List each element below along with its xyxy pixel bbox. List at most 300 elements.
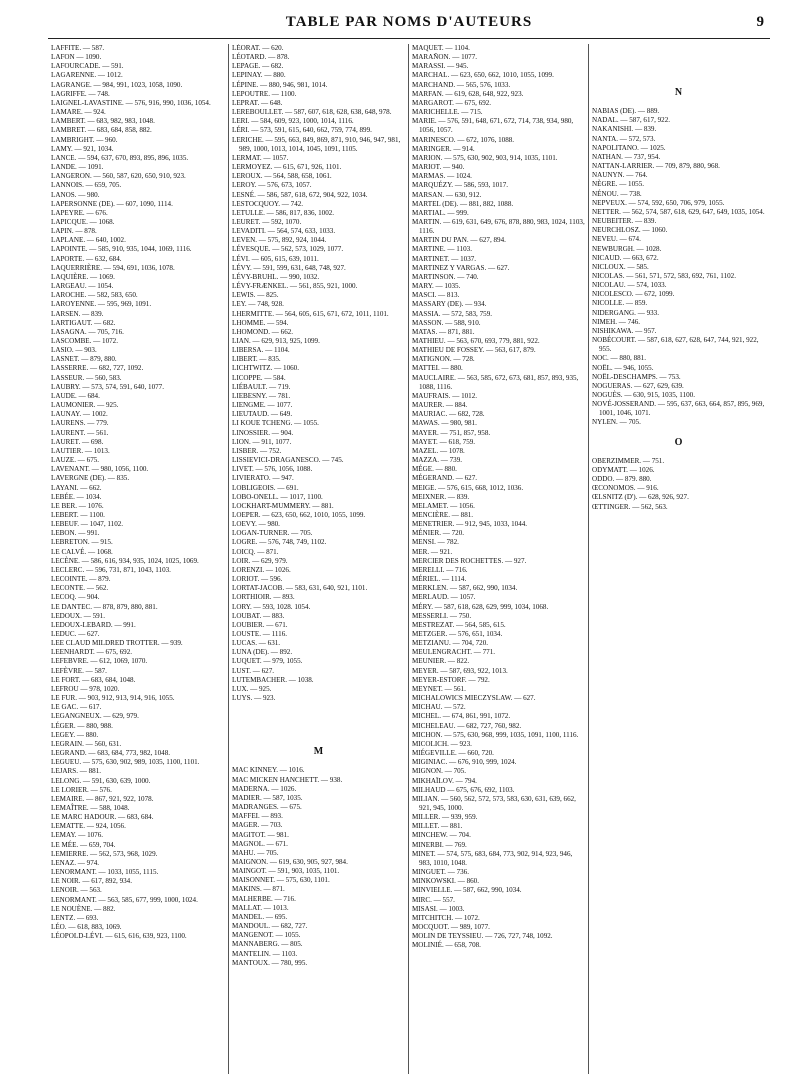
index-entry: MINGUET. — 736. (412, 868, 470, 877)
index-entry: MARSAN. — 630, 912. (412, 190, 482, 199)
index-entry: LÉOTARD. — 878. (232, 53, 290, 62)
index-entry: LUNA (DE). — 892. (232, 648, 293, 657)
index-entry: ODDO. — 879. 880. (592, 475, 652, 484)
index-entry: MERKLEN. — 587, 662, 990, 1034. (412, 584, 518, 593)
index-entry: MENCIÈRE. — 881. (412, 510, 474, 519)
index-entry: LAPICQUE. — 1068. (51, 217, 115, 226)
index-entry: NAKANISHI. — 839. (592, 125, 657, 134)
index-entry: MAC KINNEY. — 1016. (232, 766, 305, 775)
index-entry: NEWBURGH. — 1028. (592, 244, 662, 253)
index-entry: LUQUET. — 979, 1055. (232, 657, 303, 666)
index-entry: LASAGNA. — 705, 716. (51, 327, 124, 336)
index-entry: LOICQ. — 871. (232, 547, 279, 556)
section-gap (232, 703, 405, 737)
index-entry: MAZEL. — 1078. (412, 446, 465, 455)
index-entry: LORENZI. — 1026. (232, 565, 291, 574)
index-entry: LÉO. — 618, 883, 1069. (51, 923, 122, 931)
index-entry: MATHIEU. — 563, 670, 693, 779, 881, 922. (412, 337, 540, 345)
index-entry: LANGERON. — 560, 587, 620, 650, 910, 923. (51, 172, 186, 181)
index-entry: MÉGE. — 880. (412, 465, 457, 474)
index-entry: LOBO-ONELL. — 1017, 1100. (232, 492, 323, 501)
index-entry: MAWAS. — 980, 981. (412, 419, 477, 428)
index-entry: MARTIAL. — 999. (412, 208, 469, 217)
index-entry: LECOINTE. — 879. (51, 575, 111, 584)
index-entry: LENORMANT. — 1033, 1055, 1115. (51, 868, 159, 877)
index-entry: MICHON. — 575, 630, 968, 999, 1035, 1091, 1100, 1116. (412, 730, 579, 739)
index-entry: METZGER. — 576, 651, 1034. (412, 630, 503, 638)
index-entry: MESSERLI. — 750. (412, 611, 472, 620)
index-entry: LANCE. — 594, 637, 670, 893, 895, 896, 1035. (51, 153, 189, 162)
section-letter-heading: M (313, 746, 324, 758)
index-entry: LEPAGE. — 682. (232, 62, 284, 71)
index-entry: MAINGOT. — 591, 903, 1035, 1101. (232, 867, 340, 876)
index-entry: MARY. — 1035. (412, 282, 461, 291)
index-entry: LASSERRE. — 682, 727, 1092. (51, 364, 144, 373)
index-entry: LEY. — 748, 928. (232, 300, 284, 309)
index-entry: MAZZA. — 739. (412, 456, 463, 465)
index-entry: MITCHITCH. — 1072. (412, 913, 480, 922)
index-entry: MARICHELLE. — 715. (412, 108, 483, 117)
index-entry: MATIGNON. — 728. (412, 355, 475, 364)
index-entry: NAPOLITANO. — 1025. (592, 143, 666, 152)
index-entry: MARQUÉZY. — 586, 593, 1017. (412, 181, 509, 190)
index-entry: LEWIS. — 825. (232, 291, 279, 300)
index-entry: MELAMET. — 1056. (412, 501, 475, 510)
index-entry: LEDOUX-LEBARD. — 991. (51, 620, 136, 629)
index-entry: LEVADITI. — 564, 574, 633, 1033. (232, 227, 336, 236)
page-header (48, 14, 770, 36)
index-entry: MIGNON. — 705. (412, 767, 466, 776)
index-entry: LAMBRIGHT. — 960. (51, 135, 118, 144)
index-entry: LERI. — 584, 609, 923, 1000, 1014, 1116. (232, 117, 354, 126)
index-entry: LAPOINTE. — 585, 910, 935, 1044, 1069, 1116. (51, 245, 192, 254)
index-entry: LAFOURCADE. — 591. (51, 62, 124, 71)
index-entry: LANOS. — 980. (51, 190, 100, 199)
index-entry: LAPIN. — 878. (51, 227, 97, 236)
index-entry: MERELLI. — 716. (412, 565, 468, 574)
index-entry: LASSEUR. — 560, 583. (51, 373, 122, 382)
index-entry: LERMOYEZ. — 615, 671, 926, 1101. (232, 163, 342, 172)
index-entry: LEGEY. — 880. (51, 730, 99, 739)
index-entry: MARCHAL. — 623, 650, 662, 1010, 1055, 1099. (412, 71, 554, 80)
index-entry: MER. — 921. (412, 547, 453, 556)
index-entry: LETULLE. — 586, 817, 836, 1002. (232, 208, 335, 217)
index-entry: LAMARE. — 924. (51, 108, 106, 117)
index-entry: LOUSTE. — 1116. (232, 630, 288, 638)
index-entry: LOCKHART-MUMMERY. — 881. (232, 501, 334, 510)
index-entry: NOC. — 880, 881. (592, 354, 646, 363)
index-entry: LEGRAND. — 683, 684, 773, 982, 1048. (51, 749, 171, 758)
index-entry: LAUTIER. — 1013. (51, 446, 110, 455)
index-entry: MANGENOT. — 1055. (232, 931, 301, 940)
index-entry: LORTHIOIR. — 893. (232, 593, 295, 602)
index-entry: LEMATTE. — 924, 1056. (51, 822, 126, 831)
index-entry: MARTIN. — 619, 631, 649, 676, 878, 880, 983, 1024, 1103, 1116. (412, 217, 585, 236)
section-gap (592, 44, 765, 78)
index-entry: LHOMOND. — 662. (232, 327, 294, 336)
section-letter-heading: N (674, 87, 683, 98)
index-entry: LIVIERATO. — 947. (232, 474, 294, 483)
index-entry: LOGRE. — 576, 748, 749, 1102. (232, 538, 327, 547)
index-entry: LEFROU — 978, 1020. (51, 684, 120, 693)
index-entry: ŒCONOMOS. — 916. (592, 484, 659, 493)
index-entry: MAHU. — 705. (232, 848, 279, 857)
index-entry: MAGER. — 703. (232, 821, 283, 830)
index-entry: LECLERC. — 596, 731, 871, 1043, 1103. (51, 565, 171, 574)
index-entry: NAUNYN. — 764. (592, 171, 648, 180)
index-entry: LECÈNE. — 586, 616, 934, 935, 1024, 1025, 1069. (51, 556, 199, 565)
index-entry: NEPVEUX. — 574, 592, 650, 706, 979, 1055. (592, 198, 725, 207)
index-entry: LAGARENNE. — 1012. (51, 71, 123, 80)
index-entry: LAURET. — 698. (51, 437, 104, 446)
index-entry: MARTEL (DE). — 881, 882, 1088. (412, 199, 514, 208)
index-entry: MARASSI. — 945. (412, 62, 469, 71)
index-entry: LAQUIÈRE. — 1069. (51, 272, 115, 281)
index-entry: LEMIERRE. — 562, 573, 968, 1029. (51, 849, 158, 858)
index-entry: LÉOPOLD-LÉVI. — 615, 616, 639, 923, 1100. (51, 932, 187, 941)
index-entry: NOBÉCOURT. — 587, 618, 627, 628, 647, 744, 921, 922, 955. (592, 336, 759, 354)
index-entry: LE CALVÉ. — 1068. (51, 547, 113, 556)
index-entry: NOËL. — 946, 1055. (592, 363, 654, 372)
index-entry: MARTIN DU PAN. — 627, 894. (412, 236, 506, 245)
index-entry: LE GAC. — 617. (51, 703, 102, 712)
index-entry: LUX. — 925. (232, 684, 272, 693)
index-entry: NEVEU. — 674. (592, 235, 641, 244)
index-entry: METZIANU. — 704, 720. (412, 639, 489, 648)
index-entry: MADERNA. — 1026. (232, 784, 297, 793)
index-entry: LE FUR. — 903, 912, 913, 914, 916, 1055. (51, 694, 175, 703)
index-entry: MARFAN. — 619, 628, 648, 922, 923. (412, 89, 524, 98)
index-entry: LASIO. — 903. (51, 346, 97, 355)
index-entry: MOLIN DE TEYSSIEU. — 726, 727, 748, 1092. (412, 932, 553, 941)
index-entry: LE NOUÈNE. — 882. (51, 904, 116, 913)
index-entry: LESTOCQUOY. — 742. (232, 199, 304, 208)
index-entry: LAUMONIER. — 925. (51, 401, 119, 410)
index-entry: ŒTTINGER. — 562, 563. (592, 502, 668, 511)
index-entry: LEPINAY. — 880. (232, 71, 286, 80)
index-entry: MADRANGES. — 675. (232, 803, 302, 812)
index-entry: LEENHARDT. — 675, 692. (51, 648, 133, 657)
index-entry: LAUDE. — 684. (51, 391, 100, 400)
index-entry: MANDOUL. — 682, 727. (232, 922, 308, 931)
index-entry: NOVÉ-JOSSERAND. — 595, 637, 663, 664, 857, 895, 969, 1001, 1046, 1071. (592, 400, 765, 418)
index-entry: LEBON. — 991. (51, 529, 100, 538)
index-entry: LAUZE. — 675. (51, 456, 100, 465)
index-entry: MICHALOWICS MIECZYSLAW. — 627. (412, 694, 536, 703)
index-entry: NICOLLE. — 859. (592, 299, 648, 308)
index-entry: MASSON. — 588, 910. (412, 318, 481, 327)
index-entry: NEUBEITER. — 839. (592, 217, 657, 226)
section-letter-heading: O (674, 436, 683, 448)
index-entry: LAVERGNE (DE). — 835. (51, 474, 130, 483)
index-entry: MALLAT. — 1013. (232, 903, 289, 912)
index-entry: MAISONNET. — 575, 630, 1101. (232, 876, 330, 885)
index-entry: LARTIGAUT. — 682. (51, 318, 116, 327)
index-entry: MENSI. — 782. (412, 538, 459, 547)
index-entry: LAIGNEL-LAVASTINE. — 576, 916, 990, 1036, 1054. (51, 98, 211, 107)
index-entry: MAQUET. — 1104. (412, 44, 470, 52)
index-entry: LARSEN. — 839. (51, 309, 104, 318)
index-entry: MICHEL. — 674, 861, 991, 1072. (412, 712, 511, 721)
index-entry: MAURER. — 884. (412, 401, 468, 410)
index-entry: LISBER. — 752. (232, 446, 282, 455)
index-entry: LAURENS. — 779. (51, 419, 109, 428)
index-entry: MASCI. — 813. (412, 291, 460, 300)
index-entry: LORIOT. — 596. (232, 575, 283, 584)
index-entry: NICOLAS. — 561, 571, 572, 583, 692, 761, 1102. (592, 271, 736, 280)
index-entry: LUYS. — 923. (232, 694, 276, 703)
index-entry: MADIER. — 587, 1035. (232, 793, 303, 802)
index-entry: LUTEMBACHER. — 1038. (232, 675, 314, 684)
index-entry: NATHAN. — 737, 954. (592, 152, 661, 161)
index-entry: LAROCHE. — 582, 583, 650. (51, 291, 138, 300)
index-entry: MARTINSON. — 740. (412, 272, 479, 281)
index-entry: MARINGER. — 914. (412, 144, 475, 153)
index-entry: LAUNAY. — 1002. (51, 410, 108, 419)
index-entry: MINKOWSKI. — 860. (412, 877, 479, 886)
index-entry: LION. — 911, 1077. (232, 437, 292, 446)
index-entry: NADAL. — 587, 617, 922. (592, 116, 671, 125)
index-entry: LAPEYRE. — 676. (51, 208, 108, 217)
index-entry: LEMAY. — 1076. (51, 831, 104, 840)
index-entry: LOEPER. — 623, 650, 662, 1010, 1055, 1099. (232, 510, 366, 519)
index-entry: LIAN. — 629, 913, 925, 1099. (232, 337, 320, 345)
index-entry: LÉVY-FRÆNKEL. — 561, 855, 921, 1000. (232, 282, 358, 291)
index-entry: LECOQ. — 904. (51, 593, 100, 602)
index-entry: NOGUERAS. — 627, 629, 639. (592, 381, 684, 390)
index-entry: NIMEH. — 746. (592, 317, 641, 326)
index-entry: LHERMITTE. — 564, 605, 615, 671, 672, 1011, 1101. (232, 309, 389, 318)
index-entry: LEGANGNEUX. — 629, 979. (51, 712, 139, 721)
index-entry: LICHTWITZ. — 1060. (232, 364, 299, 373)
index-entry: MIÉGEVILLE. — 660, 720. (412, 749, 494, 758)
index-entry: MOCQUOT. — 989, 1077. (412, 923, 490, 931)
index-entry: NEURCHLOSZ. — 1060. (592, 226, 668, 235)
index-entry: LERMAT. — 1057. (232, 153, 289, 162)
index-entry: LAGRANGE. — 984, 991, 1023, 1058, 1090. (51, 80, 183, 89)
index-entry: MEYER-ESTORF. — 792. (412, 675, 490, 684)
index-entry: LEGUEU. — 575, 630, 902, 989, 1035, 1100, 1101. (51, 758, 200, 767)
index-entry: LE MÉE. — 659, 704. (51, 840, 116, 849)
index-column-2 (228, 44, 408, 1074)
index-entry: LÉVY. — 591, 599, 631, 648, 748, 927. (232, 263, 346, 272)
index-entry: LAQUERRIÈRE. — 594, 691, 1036, 1078. (51, 263, 175, 272)
index-entry: MAIGNON. — 619, 630, 905, 927, 984. (232, 857, 348, 866)
index-entry: MEULENGRACHT. — 771. (412, 648, 496, 657)
index-entry: MIGINIAC. — 676, 910, 999, 1024. (412, 758, 517, 767)
index-entry: LAVENANT. — 980, 1056, 1100. (51, 465, 149, 474)
index-entry: NYLEN. — 705. (592, 418, 641, 427)
index-entry: MILIAN. — 560, 562, 572, 573, 583, 630, 631, 639, 662, 921, 945, 1000. (412, 794, 576, 812)
index-entry: LAMY. — 921, 1034. (51, 144, 114, 153)
index-entry: MEYNET. — 561. (412, 684, 466, 693)
index-entry: LISSIEVICI-DRAGANESCO. — 745. (232, 456, 344, 465)
index-entry: MERCIER DES ROCHETTES. — 927. (412, 556, 527, 565)
index-entry: LEBERT. — 1100. (51, 510, 105, 519)
index-entry: LÉORAT. — 620. (232, 44, 284, 52)
index-entry: LAMBRET. — 683, 684, 858, 882. (51, 126, 152, 135)
index-entry: LIEBESNY. — 781. (232, 391, 291, 400)
index-entry: LUST. — 627. (232, 666, 275, 675)
index-entry: LASNET. — 879, 880. (51, 355, 117, 364)
index-entry: MÉNIER. — 720. (412, 529, 465, 538)
index-entry: LEBÉE. — 1034. (51, 492, 102, 501)
index-entry: LUCAS. — 631. (232, 639, 281, 648)
index-entry: MAYER. — 751, 857, 958. (412, 428, 491, 437)
index-entry: LAPORTE. — 632, 684. (51, 254, 122, 263)
index-entry: MASSIA. — 572, 583, 759. (412, 309, 493, 318)
index-entry: MAUCLAIRE. — 563, 585, 672, 673, 681, 857, 893, 935, 1088, 1116. (412, 373, 579, 391)
index-entry: MATAS. — 871, 881. (412, 327, 475, 336)
index-entry: LE DANTEC. — 878, 879, 880, 881. (51, 602, 158, 611)
index-entry: LEURET. — 592, 1070. (232, 217, 302, 226)
index-entry: MIRC. — 557. (412, 895, 455, 904)
index-entry: LENAZ. — 974. (51, 858, 100, 867)
index-entry: OBERZIMMER. — 751. (592, 456, 665, 465)
index-entry: LEPOUTRE. — 1100. (232, 89, 297, 98)
index-entry: LI KOUE TCHENG. — 1055. (232, 419, 319, 428)
index-entry: LAPLANE. — 640, 1002. (51, 236, 126, 245)
index-entry: LENORMANT. — 563, 585, 677, 999, 1000, 1024. (51, 895, 198, 904)
index-entry: LESNÉ. — 586, 587, 618, 672, 904, 922, 1034. (232, 190, 368, 199)
index-entry: LEROUX. — 564, 588, 658, 1061. (232, 172, 332, 181)
index-entry: MEYER. — 587, 693, 922, 1013. (412, 666, 508, 675)
index-entry: LÉGER. — 880, 988. (51, 721, 113, 730)
index-entry: LECONTE. — 562. (51, 584, 109, 593)
index-entry: MIKHAÏLOV. — 794. (412, 776, 477, 785)
index-entry: LEMAÎTRE. — 588, 1048. (51, 803, 130, 812)
index-entry: LE MARC HADOUR. — 683, 684. (51, 813, 154, 822)
index-entry: MERLAUD. — 1057. (412, 593, 476, 602)
index-entry: NETTER. — 562, 574, 587, 618, 629, 647, 649, 1035, 1054. (592, 207, 765, 216)
index-entry: NICAUD. — 663, 672. (592, 253, 659, 262)
index-entry: NATTAN-LARRIER. — 709, 879, 880, 968. (592, 162, 720, 171)
index-entry: ŒLSNITZ (D'). — 628, 926, 927. (592, 493, 689, 502)
index-entry: LEFEBVRE. — 612, 1069, 1070. (51, 657, 148, 666)
index-entry: LEDOUX. — 591. (51, 611, 105, 620)
index-entry: MANTOUX. — 780, 995. (232, 958, 308, 967)
index-entry: MASSARY (DE). — 934. (412, 300, 487, 309)
index-entry: LÉVY-BRUHL. — 990, 1032. (232, 272, 320, 281)
index-entry: LOBLIGEOIS. — 691. (232, 483, 299, 492)
index-entry: LE BER. — 1076. (51, 501, 104, 510)
index-entry: MÉRY. — 587, 618, 628, 629, 999, 1034, 1068. (412, 602, 549, 611)
index-entry: LEGRAIN. — 560, 631. (51, 739, 122, 748)
index-entry: NOGUÈS. — 630, 915, 1035, 1100. (592, 391, 695, 399)
index-column-4 (588, 44, 768, 1074)
index-entry: MILLER. — 939, 959. (412, 813, 478, 822)
index-entry: MARIE. — 576, 591, 648, 671, 672, 714, 738, 934, 980, 1056, 1057. (412, 117, 574, 135)
index-entry: MARAÑON. — 1077. (412, 53, 478, 62)
index-entry: MARMAS. — 1024. (412, 172, 472, 181)
index-entry: MANNABERG. — 805. (232, 940, 303, 949)
index-entry: LASCOMBE. — 1072. (51, 337, 119, 345)
index-entry: MINCHEW. — 704. (412, 831, 471, 840)
index-entry: LEE CLAUD MILDRED TROTTER. — 939. (51, 639, 183, 648)
header-rule (48, 38, 770, 39)
index-entry: MARCHAND. — 565, 576, 1033. (412, 80, 511, 89)
index-entry: LICOPPE. — 584. (232, 373, 286, 382)
index-entry: MAGITOT. — 981. (232, 830, 289, 839)
index-entry: LANDE. — 1091. (51, 163, 104, 172)
index-entry: MOLINIÉ. — 658, 708. (412, 941, 481, 950)
index-entry: LEBRETON. — 915. (51, 538, 113, 547)
index-entry: MENETRIER. — 912, 945, 1033, 1044. (412, 520, 528, 529)
index-entry: MINERBI. — 769. (412, 840, 467, 849)
index-entry: MÉRIEL. — 1114. (412, 575, 467, 584)
index-entry: NICOLAU. — 574, 1033. (592, 281, 667, 290)
index-entry: LAUBRY. — 573, 574, 591, 640, 1077. (51, 382, 164, 391)
index-entry: NÈGRE. — 1055. (592, 180, 645, 189)
index-entry: LELONG. — 591, 630, 639, 1000. (51, 776, 151, 785)
index-entry: MAFFEI. — 893. (232, 812, 283, 821)
index-entry: LE NOIR. — 617, 892, 934. (51, 877, 132, 886)
index-entry: MATTEI. — 880. (412, 364, 463, 373)
index-entry: MICHELEAU. — 682, 727, 760, 982. (412, 721, 522, 730)
index-entry: LEROY. — 576, 673, 1057. (232, 181, 312, 190)
index-entry: LERICHE. — 595, 663, 849, 869, 871, 910, 946, 947, 981, 989, 1000, 1013, 1014, 1045, 1091, 1105. (232, 135, 401, 153)
index-entry: LEBEUF. — 1047, 1102. (51, 520, 124, 529)
index-entry: MARIOT. — 940. (412, 163, 465, 172)
index-entry: MAUFRAIS. — 1012. (412, 391, 478, 400)
index-entry: LAURENT. — 561. (51, 428, 109, 437)
index-entry: MEIGE. — 576, 615, 668, 1012, 1036. (412, 483, 524, 492)
index-entry: LENOIR. — 563. (51, 886, 102, 895)
index-entry: MARINESCO. — 672, 1076, 1088. (412, 135, 515, 144)
index-entry: LAPERSONNE (DE). — 607, 1090, 1114. (51, 199, 173, 208)
index-entry: MICHAU. — 572. (412, 703, 466, 712)
index-entry: NICOLESCO. — 672, 1099. (592, 290, 675, 299)
index-entry: LEVEN. — 575, 892, 924, 1044. (232, 236, 327, 245)
page-title: TABLE PAR NOMS D'AUTEURS (285, 14, 533, 30)
index-entry: LEMAIRE. — 867, 921, 922, 1078. (51, 794, 154, 803)
index-entry: LIBERSA. — 1104. (232, 346, 290, 355)
index-entry: MINET. — 574, 575, 683, 684, 773, 902, 914, 923, 946, 983, 1010, 1048. (412, 849, 573, 867)
index-entry: LAMBERT. — 683, 982, 983, 1048. (51, 117, 155, 126)
index-entry: LOIR. — 629, 979. (232, 556, 288, 565)
index-entry: MARTINEZ Y VARGAS. — 627. (412, 263, 510, 272)
index-entry: MATHIEU DE FOSSEY. — 563, 617, 879. (412, 346, 536, 355)
index-entry: MAURIAC. — 682, 728. (412, 410, 485, 419)
index-entry: MILHAUD — 675, 676, 692, 1103. (412, 785, 515, 794)
index-entry: MEIXNER. — 839. (412, 492, 470, 501)
index-entry: MAYET. — 618, 759. (412, 437, 476, 446)
index-entry: LIENGME. — 1077. (232, 401, 293, 410)
index-entry: LAYANI. — 662. (51, 483, 102, 492)
index-entry: LEFÈVRE. — 587. (51, 666, 107, 675)
index-entry: NABIAS (DE). — 889. (592, 107, 660, 116)
index-entry: LINOSSIER. — 904. (232, 428, 294, 437)
index-entry: MILLET. — 881. (412, 822, 463, 831)
index-entry: LIÉBAULT. — 719. (232, 382, 291, 391)
index-entry: LE FORT. — 683, 684, 1048. (51, 675, 136, 684)
index-entry: LEJARS. — 881. (51, 767, 102, 776)
index-entry: NISHIKAWA. — 957. (592, 326, 657, 335)
index-entry: MISASI. — 1003. (412, 904, 465, 913)
index-entry: LHOMME. — 594. (232, 318, 289, 327)
index-entry: LEPRAT. — 648. (232, 98, 283, 107)
index-entry: MALHERBE. — 716. (232, 894, 296, 903)
index-entry: LOUBAT. — 883. (232, 611, 285, 620)
index-entry: LE LORIER. — 576. (51, 785, 112, 794)
index-entry: NÉNOU. — 738. (592, 189, 642, 198)
index-entry: LEREBOULLET. — 587, 607, 618, 628, 638, 648, 978. (232, 108, 392, 117)
index-entry: NANTA. — 572, 573. (592, 134, 656, 143)
index-entry: LOUBIER. — 671. (232, 620, 288, 629)
index-entry: LIVET. — 576, 1056, 1088. (232, 465, 313, 474)
index-entry: LAFON — 1090. (51, 53, 102, 62)
index-entry: LÉVESQUE. — 562, 573, 1029, 1077. (232, 245, 344, 254)
